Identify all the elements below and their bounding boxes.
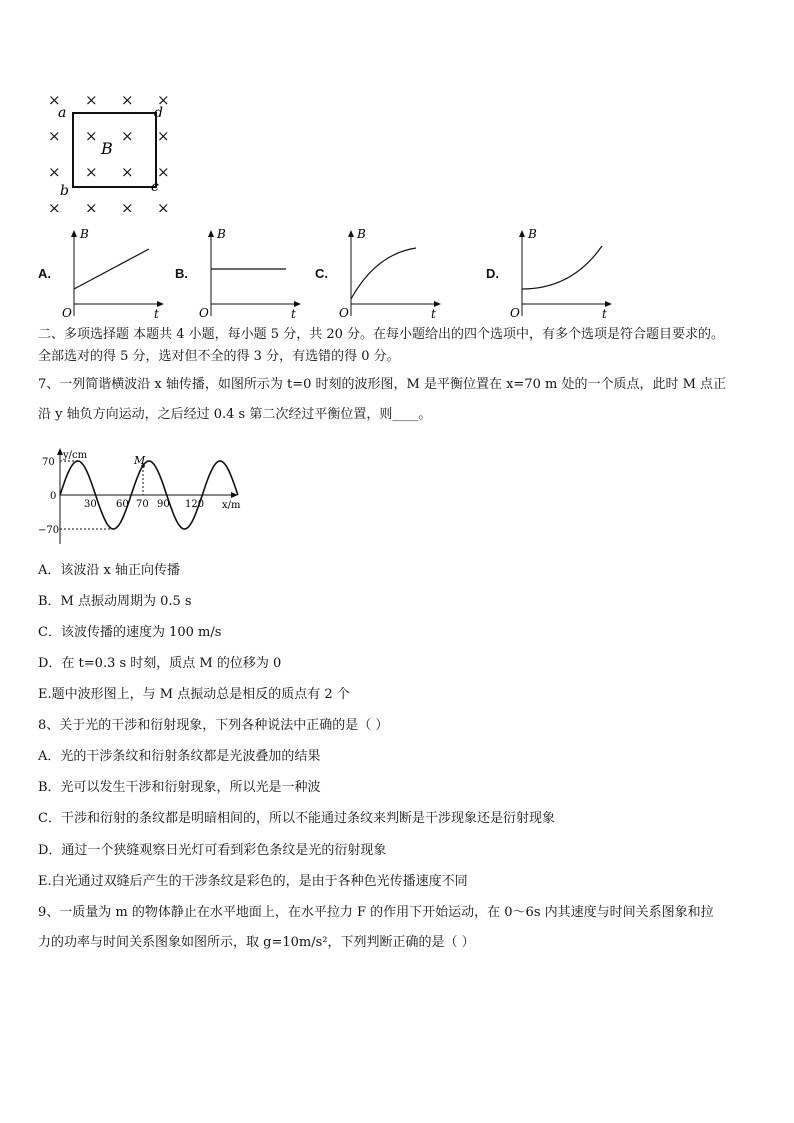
q8-stem: 8、关于光的干涉和衍射现象，下列各种说法中正确的是（ ） [38,718,389,733]
cross-mark: × [157,163,170,181]
cross-mark: × [48,163,61,181]
cross-mark: × [121,91,134,109]
wave-x-axis-label: x/m [222,500,241,511]
q7-option-c: C．该波传播的速度为 100 m/s [38,625,222,640]
q8-option-b: B．光可以发生干涉和衍射现象，所以光是一种波 [38,780,321,795]
q9-stem-line2: 力的功率与时间关系图象如图所示，取 g=10m/s²，下列判断正确的是（ ） [38,935,475,950]
graph-y-axis-arrow [71,230,77,237]
x-tick-90: 90 [157,499,170,510]
q7-option-a: A．该波沿 x 轴正向传播 [38,563,180,578]
section-heading-line1: 二、多项选择题 本题共 4 小题，每小题 5 分，共 20 分。在每小题给出的四个选项中，有多个选项是符合题目要求的。 [38,327,725,342]
q7-option-d: D．在 t=0.3 s 时刻，质点 M 的位移为 0 [38,656,282,671]
graph-y-label: B [80,227,89,241]
graph-y-label: B [217,227,226,241]
y-tick-neg70: −70 [38,525,60,536]
corner-label-b: b [60,183,69,199]
corner-label-d: d [154,105,163,121]
graph-x-label: t [431,307,436,321]
field-label: B [101,139,113,158]
graph-option-label: D. [486,266,499,281]
q8-option-c: C．干涉和衍射的条纹都是明暗相间的，所以不能通过条纹来判断是干涉现象还是衍射现象 [38,811,555,826]
point-m-label: M [134,454,146,467]
corner-label-a: a [58,105,67,121]
cross-mark: × [121,199,134,212]
graph-curve [74,249,149,289]
cross-mark: × [121,127,134,145]
cross-mark: × [48,199,61,212]
graph-y-axis-arrow [519,230,525,237]
cross-mark: × [85,91,98,109]
cross-mark: × [85,163,98,181]
y-tick-70: 70 [42,457,55,468]
q9-stem-line1: 9、一质量为 m 的物体静止在水平地面上，在水平拉力 F 的作用下开始运动，在 0～6s 内其速度与时间关系图象和拉 [38,905,714,920]
q8-option-a: A．光的干涉条纹和衍射条纹都是光波叠加的结果 [38,749,321,764]
x-tick-70: 70 [136,499,149,510]
magnetic-field-figure [40,82,180,212]
graph-y-axis-arrow [348,230,354,237]
graph-origin-label: O [339,306,349,320]
x-tick-120: 120 [185,499,205,510]
graph-origin-label: O [510,306,520,320]
cross-mark: × [48,91,61,109]
cross-mark: × [85,127,98,145]
graph-curve [522,246,602,289]
graph-y-label: B [357,227,366,241]
q8-option-d: D．通过一个狭缝观察日光灯可看到彩色条纹是光的衍射现象 [38,843,387,858]
cross-mark: × [121,163,134,181]
graph-option-label: A. [38,266,51,281]
wave-y-axis-label: y/cm [63,450,88,461]
q8-option-e: E.白光通过双缝后产生的干涉条纹是彩色的，是由于各种色光传播速度不同 [38,874,468,889]
corner-label-c: c [151,179,159,195]
cross-mark: × [157,127,170,145]
graph-origin-label: O [62,306,72,320]
q7-stem-line2: 沿 y 轴负方向运动，之后经过 0.4 s 第二次经过平衡位置，则____。 [38,407,432,422]
q7-option-e: E.题中波形图上，与 M 点振动总是相反的质点有 2 个 [38,687,350,702]
graph-curve [351,248,416,299]
cross-mark: × [85,199,98,212]
graph-x-label: t [602,307,607,321]
graph-x-label: t [154,307,159,321]
x-tick-30: 30 [84,499,97,510]
graph-y-label: B [528,227,537,241]
graph-option-label: B. [175,266,188,281]
graph-origin-label: O [199,306,209,320]
q7-option-b: B．M 点振动周期为 0.5 s [38,594,192,609]
y-tick-0: 0 [50,491,57,502]
cross-mark: × [157,199,170,212]
x-tick-60: 60 [116,499,129,510]
wave-graph [30,446,255,546]
graph-x-label: t [291,307,296,321]
graph-option-label: C. [315,266,328,281]
q7-stem-line1: 7、一列简谐横波沿 x 轴传播，如图所示为 t=0 时刻的波形图，M 是平衡位置在 x=70 m 处的一个质点，此时 M 点正 [38,377,727,392]
graph-y-axis-arrow [208,230,214,237]
cross-mark: × [48,127,61,145]
section-heading-line2: 全部选对的得 5 分，选对但不全的得 3 分，有选错的得 0 分。 [38,349,400,364]
cross-mark: × [157,91,170,109]
